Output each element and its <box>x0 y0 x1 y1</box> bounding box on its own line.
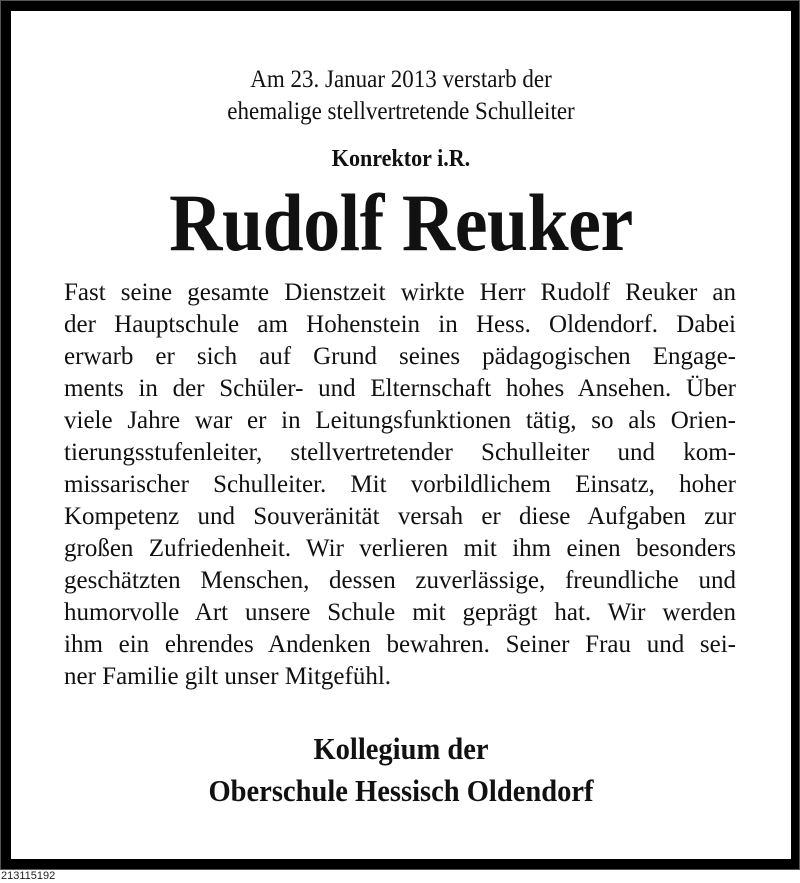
body-line: missarischer Schulleiter. Mit vorbildlichem Einsatz, hoher <box>64 471 736 498</box>
body-line: Fast seine gesamte Dienstzeit wirkte Herr Rudolf Reuker an <box>64 279 736 306</box>
body-line: großen Zufriedenheit. Wir verlieren mit ihm einen besonders <box>64 535 736 562</box>
obituary-notice <box>11 11 791 859</box>
signature-line-1: Kollegium der <box>313 731 489 766</box>
ad-id: 213115192 <box>1 870 56 882</box>
deceased-title: Konrektor i.R. <box>331 146 471 172</box>
body-line: humorvolle Art unsere Schule mit geprägt hat. Wir werden <box>64 599 736 626</box>
body-line: Kompetenz und Souveränität versah er diese Aufgaben zur <box>64 503 736 530</box>
intro-line-2: ehemalige stellvertretende Schulleiter <box>227 98 575 125</box>
body-line: der Hauptschule am Hohenstein in Hess. Oldendorf. Dabei <box>64 311 736 338</box>
body-line: ner Familie gilt unser Mitgefühl. <box>64 663 392 690</box>
deceased-name: Rudolf Reuker <box>169 177 633 268</box>
body-line: erwarb er sich auf Grund seines pädagogischen Engage- <box>64 343 736 370</box>
body-line: ments in der Schüler- und Elternschaft hohes Ansehen. Über <box>64 375 736 402</box>
intro-line-1: Am 23. Januar 2013 verstarb der <box>250 66 552 93</box>
body-line: tierungsstufenleiter, stellvertretender Schulleiter und kom- <box>64 439 736 466</box>
body-line: viele Jahre war er in Leitungsfunktionen tätig, so als Orien- <box>64 407 736 434</box>
signature-line-2: Oberschule Hessisch Oldendorf <box>208 773 594 808</box>
body-line: ihm ein ehrendes Andenken bewahren. Seiner Frau und sei- <box>64 631 736 658</box>
body-line: geschätzten Menschen, dessen zuverlässige, freundliche und <box>64 567 736 594</box>
